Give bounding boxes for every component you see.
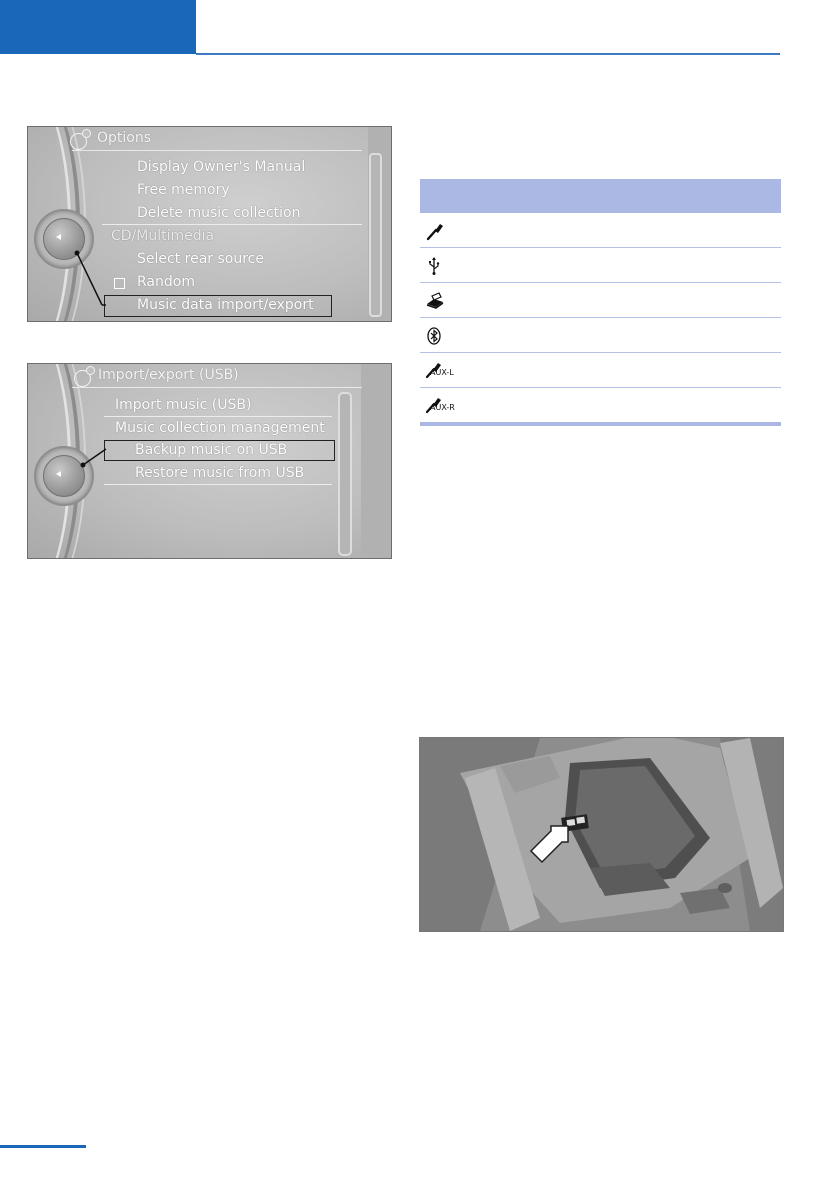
table-row-usb (420, 248, 781, 283)
screen-title: Options (97, 130, 152, 146)
menu-item-import-music-usb[interactable]: Import music (USB) (115, 397, 252, 413)
bluetooth-icon (424, 325, 446, 347)
menu-item-music-data-import-export[interactable]: Music data import/export (137, 297, 314, 313)
menu-item-select-rear-source[interactable]: Select rear source (137, 251, 264, 267)
center-console-usb-port-photo (419, 737, 784, 932)
table-row-bluetooth (420, 318, 781, 353)
menu-item-backup-music-on-usb[interactable]: Backup music on USB (135, 442, 288, 458)
table-row-aux-right (420, 388, 781, 423)
table-row-card-reader (420, 283, 781, 318)
header-tab (0, 0, 196, 54)
screen-title: Import/export (USB) (98, 367, 239, 383)
menu-item-restore-music-from-usb[interactable]: Restore music from USB (135, 465, 305, 481)
menu-item-delete-music-collection[interactable]: Delete music collection (137, 205, 301, 221)
import-export-screen (27, 363, 392, 559)
menu-item-display-owners-manual[interactable]: Display Owner's Manual (137, 159, 306, 175)
footer-rule (0, 1145, 86, 1148)
options-screen (27, 126, 392, 322)
table-row-aux-left (420, 353, 781, 388)
card-reader-icon (424, 290, 446, 312)
callout-line (28, 364, 391, 558)
table-row-audio-jack (420, 213, 781, 248)
console-illustration (420, 738, 783, 931)
usb-icon (424, 255, 446, 277)
menu-item-free-memory[interactable]: Free memory (137, 182, 230, 198)
menu-item-random[interactable]: Random (137, 274, 195, 290)
header-rule (196, 53, 780, 55)
menu-item-music-collection-management[interactable]: Music collection management (115, 420, 325, 436)
aux-left-label: AUX-L (430, 368, 454, 377)
table-header (420, 179, 781, 213)
section-label-cd-multimedia: CD/Multimedia (111, 228, 215, 244)
aux-right-label: AUX-R (430, 403, 455, 412)
table-bottom-rule (420, 422, 781, 426)
callout-line (28, 127, 391, 321)
audio-jack-icon (424, 220, 446, 242)
